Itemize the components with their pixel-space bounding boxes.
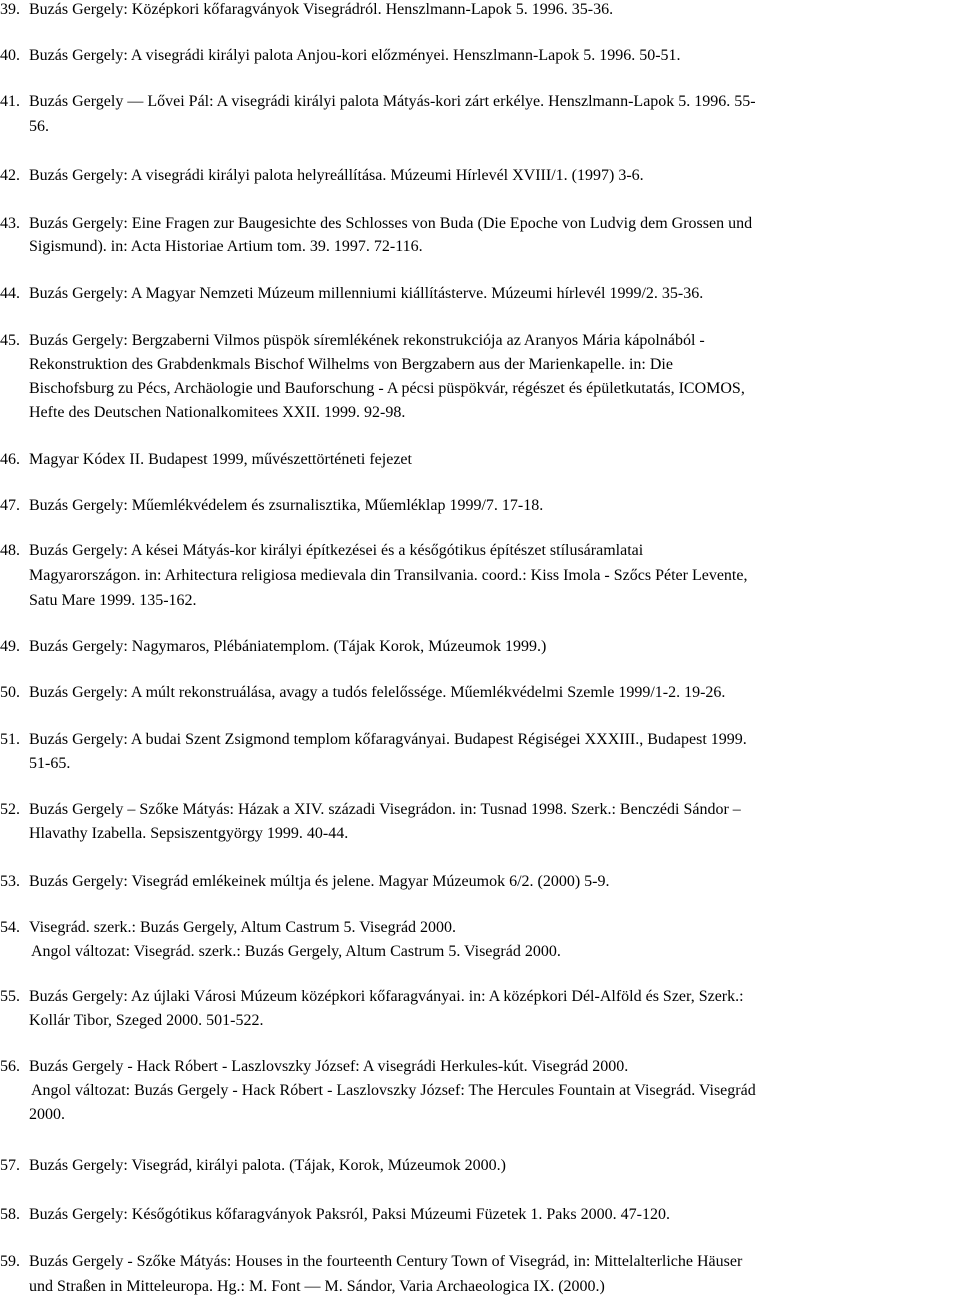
entry-line: Buzás Gergely: Eine Fragen zur Baugesichte des Schlosses von Buda (Die Epoche von Ludvig dem Grossen und bbox=[29, 215, 753, 232]
entry-number: 47. bbox=[0, 497, 20, 514]
entry-line: Buzás Gergely - Hack Róbert - Laszlovszky József: A visegrádi Herkules-kút. Visegrád 2000. bbox=[29, 1058, 629, 1075]
entry-line: Buzás Gergely: Visegrád, királyi palota. (Tájak, Korok, Múzeumok 2000.) bbox=[29, 1157, 506, 1174]
entry-line: und Straßen in Mitteleuropa. Hg.: M. Font — M. Sándor, Varia Archaeologica IX. (2000.) bbox=[29, 1278, 605, 1295]
entry-number: 44. bbox=[0, 285, 20, 302]
entry-line: Buzás Gergely: A visegrádi királyi palota helyreállítása. Múzeumi Hírlevél XVIII/1. (1997) 3-6. bbox=[29, 167, 644, 184]
entry-line: 56. bbox=[29, 118, 49, 135]
entry-line: Rekonstruktion des Grabdenkmals Bischof Wilhelms von Bergzabern aus der Marienkapelle. in: Die bbox=[29, 356, 673, 373]
entry-line: Angol változat: Buzás Gergely - Hack Róbert - Laszlovszky József: The Hercules Fountain at Visegrád. Visegrád bbox=[31, 1082, 756, 1099]
entry-line: Buzás Gergely: A budai Szent Zsigmond templom kőfaragványai. Budapest Régiségei XXXIII., Budapest 1999. bbox=[29, 731, 747, 748]
entry-line: Buzás Gergely: A Magyar Nemzeti Múzeum millenniumi kiállításterve. Múzeumi hírlevél 1999/2. 35-36. bbox=[29, 285, 704, 302]
entry-line: Buzás Gergely: Nagymaros, Plébániatemplom. (Tájak Korok, Múzeumok 1999.) bbox=[29, 638, 547, 655]
entry-number: 49. bbox=[0, 638, 20, 655]
entry-number: 43. bbox=[0, 215, 20, 232]
entry-line: Angol változat: Visegrád. szerk.: Buzás Gergely, Altum Castrum 5. Visegrád 2000. bbox=[31, 943, 561, 960]
entry-number: 55. bbox=[0, 988, 20, 1005]
entry-line: Visegrád. szerk.: Buzás Gergely, Altum Castrum 5. Visegrád 2000. bbox=[29, 919, 457, 936]
entry-number: 54. bbox=[0, 919, 20, 936]
entry-line: Magyarországon. in: Arhitectura religiosa medievala din Transilvania. coord.: Kiss Imola - Szőcs Péter Levente, bbox=[29, 567, 748, 584]
entry-line: Buzás Gergely: Középkori kőfaragványok Visegrádról. Henszlmann-Lapok 5. 1996. 35-36. bbox=[29, 1, 614, 18]
entry-number: 39. bbox=[0, 1, 20, 18]
entry-number: 50. bbox=[0, 684, 20, 701]
entry-number: 59. bbox=[0, 1253, 20, 1270]
entry-number: 40. bbox=[0, 47, 20, 64]
entry-line: Buzás Gergely: A kései Mátyás-kor királyi építkezései és a későgótikus építészet stílusáramlatai bbox=[29, 542, 644, 559]
entry-line: Buzás Gergely - Szőke Mátyás: Houses in the fourteenth Century Town of Visegrád, in: Mittelalterliche Häuser bbox=[29, 1253, 743, 1270]
entry-number: 48. bbox=[0, 542, 20, 559]
entry-number: 56. bbox=[0, 1058, 20, 1075]
entry-line: 51-65. bbox=[29, 755, 71, 772]
entry-line: Buzás Gergely: Bergzaberni Vilmos püspök síremlékének rekonstrukciója az Aranyos Mária kápolnából - bbox=[29, 332, 705, 349]
entry-line: Buzás Gergely: Későgótikus kőfaragványok Paksról, Paksi Múzeumi Füzetek 1. Paks 2000. 47-120. bbox=[29, 1206, 670, 1223]
entry-line: Satu Mare 1999. 135-162. bbox=[29, 592, 197, 609]
entry-line: Buzás Gergely: A múlt rekonstruálása, avagy a tudós felelőssége. Műemlékvédelmi Szemle 1999/1-2. 19-26. bbox=[29, 684, 726, 701]
entry-number: 52. bbox=[0, 801, 20, 818]
entry-line: Bischofsburg zu Pécs, Archäologie und Bauforschung - A pécsi püspökvár, régészet és épületkutatás, ICOMOS, bbox=[29, 380, 745, 397]
entry-line: 2000. bbox=[29, 1106, 65, 1123]
entry-number: 58. bbox=[0, 1206, 20, 1223]
entry-line: Magyar Kódex II. Budapest 1999, művészettörténeti fejezet bbox=[29, 451, 412, 468]
entry-line: Buzás Gergely – Szőke Mátyás: Házak a XIV. századi Visegrádon. in: Tusnad 1998. Szerk.: Benczédi Sándor – bbox=[29, 801, 741, 818]
entry-number: 46. bbox=[0, 451, 20, 468]
entry-number: 51. bbox=[0, 731, 20, 748]
entry-line: Buzás Gergely: Az újlaki Városi Múzeum középkori kőfaragványai. in: A középkori Dél-Alföld és Szer, Szerk.: bbox=[29, 988, 744, 1005]
entry-line: Buzás Gergely — Lővei Pál: A visegrádi királyi palota Mátyás-kori zárt erkélye. Henszlmann-Lapok 5. 1996. 55- bbox=[29, 93, 756, 110]
entry-line: Kollár Tibor, Szeged 2000. 501-522. bbox=[29, 1012, 264, 1029]
entry-number: 53. bbox=[0, 873, 20, 890]
entry-number: 42. bbox=[0, 167, 20, 184]
entry-line: Hefte des Deutschen Nationalkomitees XXII. 1999. 92-98. bbox=[29, 404, 406, 421]
entry-line: Buzás Gergely: Műemlékvédelem és zsurnalisztika, Műemléklap 1999/7. 17-18. bbox=[29, 497, 544, 514]
entry-line: Hlavathy Izabella. Sepsiszentgyörgy 1999. 40-44. bbox=[29, 825, 349, 842]
entry-number: 45. bbox=[0, 332, 20, 349]
entry-line: Buzás Gergely: Visegrád emlékeinek múltja és jelene. Magyar Múzeumok 6/2. (2000) 5-9. bbox=[29, 873, 610, 890]
entry-line: Buzás Gergely: A visegrádi királyi palota Anjou-kori előzményei. Henszlmann-Lapok 5. 1996. 50-51. bbox=[29, 47, 681, 64]
entry-number: 41. bbox=[0, 93, 20, 110]
entry-number: 57. bbox=[0, 1157, 20, 1174]
entry-line: Sigismund). in: Acta Historiae Artium tom. 39. 1997. 72-116. bbox=[29, 238, 423, 255]
